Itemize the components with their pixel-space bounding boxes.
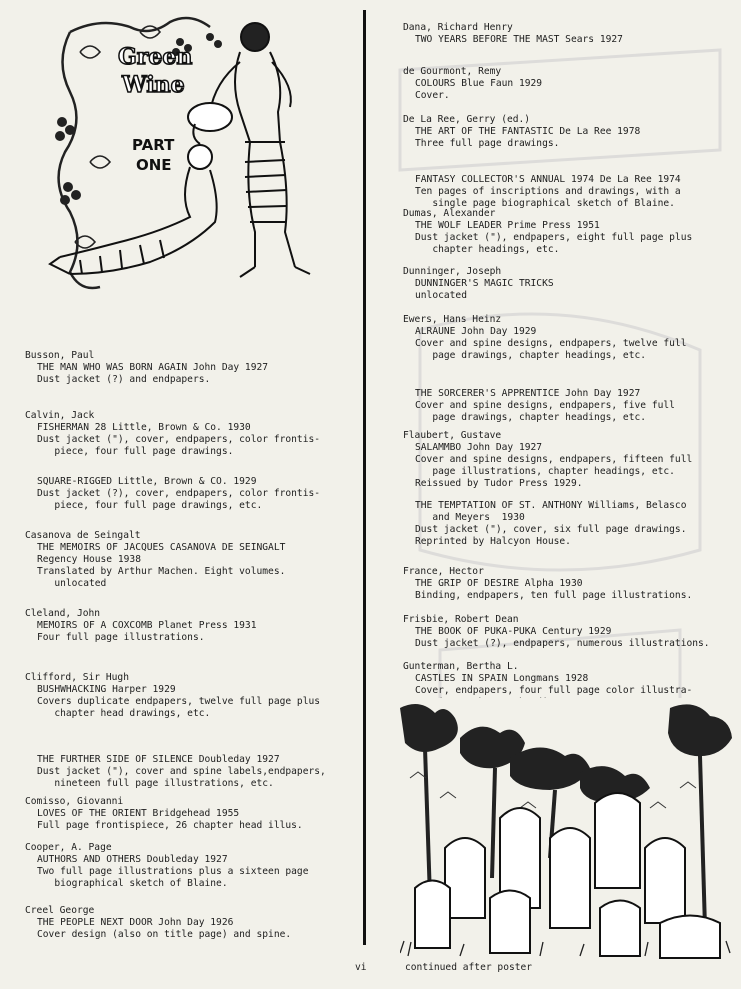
bibliography-entry [25, 672, 360, 790]
cemetery-illustration [400, 698, 735, 960]
entry-author: Gunterman, Bertha L. [403, 661, 519, 672]
entry-work [25, 684, 360, 720]
work-note: chapter head drawings, etc. [37, 708, 211, 719]
work-note: Dust jacket ("), cover and spine labels,endpapers, [37, 766, 326, 777]
entry-author: Ewers, Hans Heinz [403, 314, 502, 325]
entry-work [403, 126, 738, 150]
entry-author: Comisso, Giovanni [25, 796, 124, 807]
work-title: SQUARE-RIGGED Little, Brown & CO. 1929 [37, 476, 257, 487]
work-title: THE TEMPTATION OF ST. ANTHONY Williams, Belasco [415, 500, 687, 511]
work-title: THE BOOK OF PUKA-PUKA Century 1929 [415, 626, 612, 637]
entry-work [403, 278, 738, 302]
work-title: THE MEMOIRS OF JACQUES CASANOVA DE SEINGALT [37, 542, 286, 553]
entry-work [25, 620, 360, 644]
work-note: Cover, endpapers, four full page color illustra- [415, 685, 693, 696]
work-note: chapter headings, etc. [415, 244, 560, 255]
entry-work [403, 388, 738, 424]
entry-author: Creel George [25, 905, 95, 916]
entry-work [25, 362, 360, 386]
work-note: unlocated [37, 578, 107, 589]
work-title: THE PEOPLE NEXT DOOR John Day 1926 [37, 917, 234, 928]
work-note: unlocated [415, 290, 467, 301]
work-note: Two full page illustrations plus a sixteen page [37, 866, 309, 877]
entry-author: Busson, Paul [25, 350, 95, 361]
entry-author: Cleland, John [25, 608, 101, 619]
part-label: PART [132, 136, 175, 154]
work-note: page illustrations, chapter headings, etc. [415, 466, 675, 477]
work-note: Cover and spine designs, endpapers, fifteen full [415, 454, 693, 465]
entry-work [25, 476, 360, 512]
entry-work [25, 917, 360, 941]
work-note: nineteen full page illustrations, etc. [37, 778, 274, 789]
work-title: FANTASY COLLECTOR'S ANNUAL 1974 De La Ree 1974 [415, 174, 681, 185]
work-title: BUSHWHACKING Harper 1929 [37, 684, 176, 695]
entry-work [25, 754, 360, 790]
bibliography-entry [403, 66, 738, 102]
entry-work [403, 326, 738, 362]
work-note: Cover design (also on title page) and spine. [37, 929, 292, 940]
work-note: Cover and spine designs, endpapers, five full [415, 400, 675, 411]
entry-work [403, 500, 738, 548]
bibliography-entry [25, 350, 360, 386]
work-note: and Meyers 1930 [415, 512, 525, 523]
entry-author: Calvin, Jack [25, 410, 95, 421]
work-title: THE SORCERER'S APPRENTICE John Day 1927 [415, 388, 641, 399]
entry-work [25, 422, 360, 458]
work-note: Dust jacket (?) and endpapers. [37, 374, 211, 385]
entry-work [403, 174, 738, 210]
continued-note: continued after poster [405, 962, 533, 973]
work-title: DUNNINGER'S MAGIC TRICKS [415, 278, 554, 289]
entry-work [25, 808, 360, 832]
bibliography-entry [403, 614, 738, 650]
work-title: ALRAUNE John Day 1929 [415, 326, 537, 337]
work-note: Cover. [415, 90, 450, 101]
entry-author: France, Hector [403, 566, 484, 577]
work-note: Regency House 1938 [37, 554, 141, 565]
entry-work [403, 78, 738, 102]
work-note: Cover and spine designs, endpapers, twelve full [415, 338, 687, 349]
work-note: Dust jacket (?), cover, endpapers, color frontis- [37, 488, 321, 499]
work-note: Full page frontispiece, 26 chapter head illus. [37, 820, 303, 831]
work-note: Reprinted by Halcyon House. [415, 536, 571, 547]
bibliography-entry [25, 530, 360, 590]
work-title: AUTHORS AND OTHERS Doubleday 1927 [37, 854, 228, 865]
work-title: LOVES OF THE ORIENT Bridgehead 1955 [37, 808, 240, 819]
work-note: piece, four full page drawings. [37, 446, 234, 457]
entry-work [25, 542, 360, 590]
bibliography-entry [25, 410, 360, 512]
work-note: Reissued by Tudor Press 1929. [415, 478, 583, 489]
entry-author: Dana, Richard Henry [403, 22, 513, 33]
work-note: piece, four full page drawings, etc. [37, 500, 263, 511]
work-note: Ten pages of inscriptions and drawings, with a [415, 186, 681, 197]
work-title: THE GRIP OF DESIRE Alpha 1930 [415, 578, 583, 589]
entry-author: Dunninger, Joseph [403, 266, 502, 277]
entry-author: de Gourmont, Remy [403, 66, 502, 77]
work-title: THE MAN WHO WAS BORN AGAIN John Day 1927 [37, 362, 269, 373]
entry-work [403, 626, 738, 650]
work-note: page drawings, chapter headings, etc. [415, 350, 647, 361]
entry-author: Clifford, Sir Hugh [25, 672, 129, 683]
work-note: Dust jacket ("), endpapers, eight full page plus [415, 232, 693, 243]
work-note: single page biographical sketch of Blaine. [415, 198, 675, 209]
work-note: Four full page illustrations. [37, 632, 205, 643]
one-label: ONE [136, 156, 172, 174]
bibliography-entry [25, 842, 360, 890]
entry-work [403, 578, 738, 602]
work-title: THE FURTHER SIDE OF SILENCE Doubleday 1927 [37, 754, 280, 765]
entry-author: Flaubert, Gustave [403, 430, 502, 441]
work-note: Dust jacket ("), cover, six full page drawings. [415, 524, 687, 535]
work-note: Dust jacket (?), endpapers, numerous illustrations. [415, 638, 710, 649]
entry-author: Casanova de Seingalt [25, 530, 141, 541]
bibliography-entry [25, 905, 360, 941]
work-note: Translated by Arthur Machen. Eight volumes. [37, 566, 286, 577]
green-title: Green [118, 44, 193, 70]
bibliography-entry [403, 114, 738, 210]
column-divider [363, 10, 366, 945]
bibliography-entry [403, 566, 738, 602]
wine-title: Wine [122, 72, 185, 98]
work-note: biographical sketch of Blaine. [37, 878, 228, 889]
bibliography-entry [403, 208, 738, 256]
entry-work [403, 220, 738, 256]
work-note: Covers duplicate endpapers, twelve full page plus [37, 696, 321, 707]
work-note: Binding, endpapers, ten full page illustrations. [415, 590, 693, 601]
work-title: SALAMMBO John Day 1927 [415, 442, 543, 453]
page-number: vi [355, 962, 367, 973]
entry-author: Cooper, A. Page [25, 842, 112, 853]
bibliography-entry [25, 608, 360, 644]
work-note: Three full page drawings. [415, 138, 560, 149]
work-title: FISHERMAN 28 Little, Brown & Co. 1930 [37, 422, 251, 433]
bibliography-entry [403, 266, 738, 302]
bibliography-entry [403, 430, 738, 548]
entry-author: De La Ree, Gerry (ed.) [403, 114, 531, 125]
work-title: COLOURS Blue Faun 1929 [415, 78, 543, 89]
work-note: Dust jacket ("), cover, endpapers, color frontis- [37, 434, 321, 445]
entry-work [25, 854, 360, 890]
entry-work [403, 442, 738, 490]
bibliography-entry [25, 796, 360, 832]
work-title: THE WOLF LEADER Prime Press 1951 [415, 220, 600, 231]
bibliography-entry [403, 314, 738, 424]
work-note: page drawings, chapter headings, etc. [415, 412, 647, 423]
bibliography-entry [403, 22, 738, 46]
entry-author: Frisbie, Robert Dean [403, 614, 519, 625]
work-title: CASTLES IN SPAIN Longmans 1928 [415, 673, 589, 684]
work-title: MEMOIRS OF A COXCOMB Planet Press 1931 [37, 620, 257, 631]
work-title: THE ART OF THE FANTASTIC De La Ree 1978 [415, 126, 641, 137]
work-title: TWO YEARS BEFORE THE MAST Sears 1927 [415, 34, 623, 45]
entry-work [403, 34, 738, 46]
green-wine-illustration [40, 12, 320, 312]
entry-author: Dumas, Alexander [403, 208, 496, 219]
